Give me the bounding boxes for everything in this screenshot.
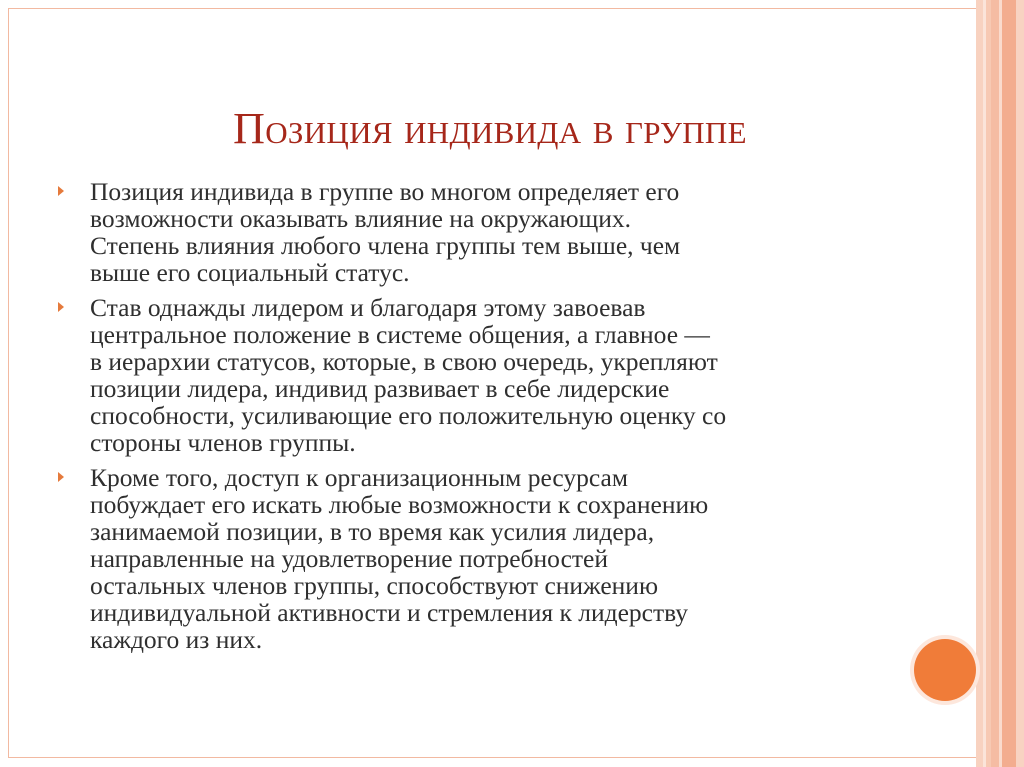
bullet-item bbox=[56, 178, 916, 286]
text-line: Степень влияния любого члена группы тем выше, чем bbox=[90, 231, 681, 260]
triangle-bullet-icon bbox=[58, 186, 64, 196]
bullet-text bbox=[90, 464, 916, 653]
decorative-stripe bbox=[1002, 0, 1016, 767]
text-line: Кроме того, доступ к организационным ресурсам bbox=[90, 463, 628, 492]
text-line: направленные на удовлетворение потребностей bbox=[90, 544, 608, 573]
decorative-stripe bbox=[991, 0, 999, 767]
text-line: каждого из них. bbox=[90, 625, 263, 654]
bullet-list bbox=[56, 178, 916, 661]
bullet-text bbox=[90, 178, 916, 286]
text-line: стороны членов группы. bbox=[90, 428, 356, 457]
decorative-stripe bbox=[976, 0, 983, 767]
bullet-item bbox=[56, 464, 916, 653]
text-line: позиции лидера, индивид развивает в себе лидерские bbox=[90, 374, 670, 403]
triangle-bullet-icon bbox=[58, 302, 64, 312]
text-line: центральное положение в системе общения, а главное — bbox=[90, 320, 710, 349]
text-line: занимаемой позиции, в то время как усилия лидера, bbox=[90, 517, 655, 546]
text-line: побуждает его искать любые возможности к сохранению bbox=[90, 490, 709, 519]
text-line: выше его социальный статус. bbox=[90, 258, 410, 287]
text-line: в иерархии статусов, которые, в свою очередь, укрепляют bbox=[90, 347, 718, 376]
text-line: Став однажды лидером и благодаря этому завоевав bbox=[90, 293, 646, 322]
bullet-item bbox=[56, 294, 916, 456]
decorative-circle bbox=[914, 639, 976, 701]
text-line: Позиция индивида в группе во многом определяет его bbox=[90, 177, 680, 206]
text-line: остальных членов группы, способствуют снижению bbox=[90, 571, 658, 600]
text-line: способности, усиливающие его положительную оценку со bbox=[90, 401, 727, 430]
decorative-stripe bbox=[1016, 0, 1024, 767]
triangle-bullet-icon bbox=[58, 472, 64, 482]
slide-title: Позиция индивида в группе bbox=[233, 104, 747, 153]
text-line: возможности оказывать влияние на окружающих. bbox=[90, 204, 631, 233]
bullet-text bbox=[90, 294, 916, 456]
text-line: индивидуальной активности и стремления к лидерству bbox=[90, 598, 689, 627]
